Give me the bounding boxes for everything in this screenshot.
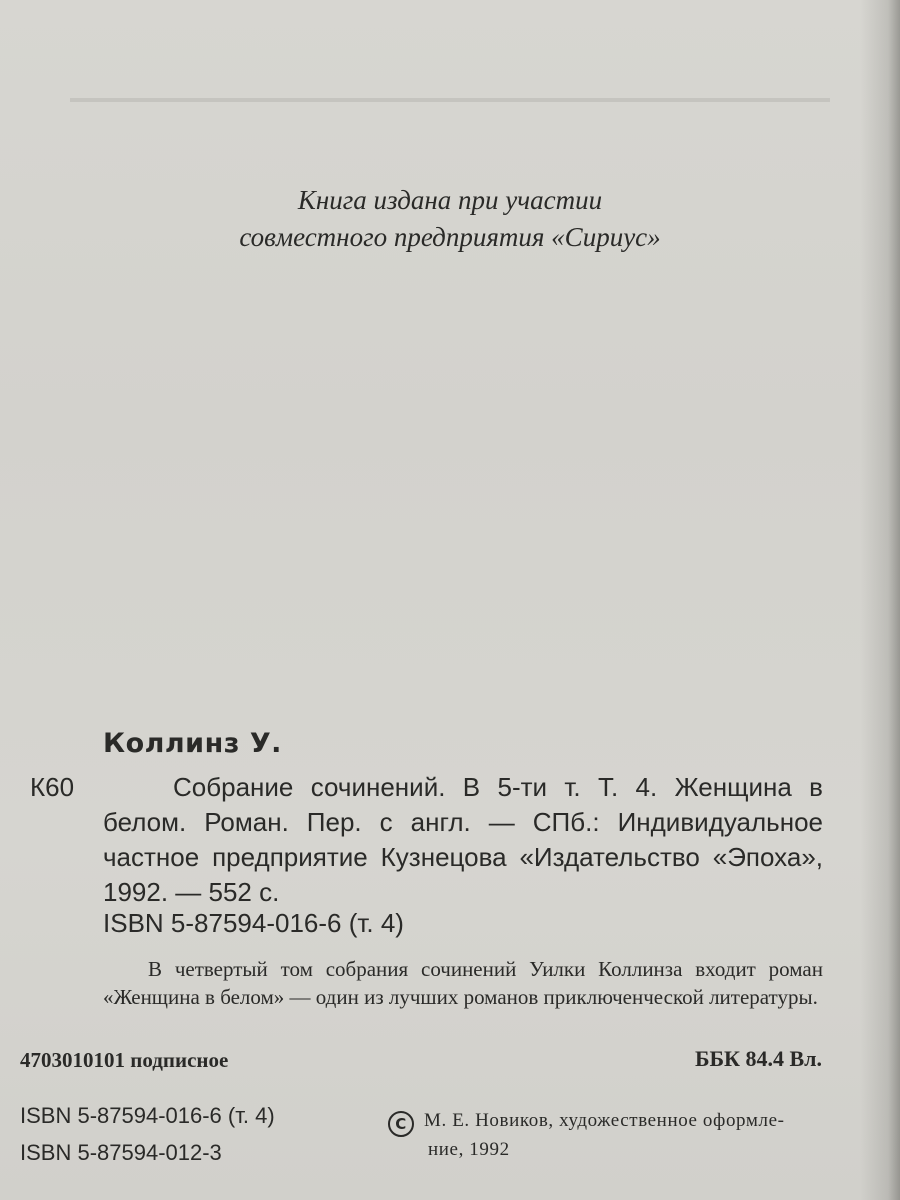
- catalog-code: К60: [30, 772, 75, 802]
- copyright-icon: [388, 1111, 414, 1137]
- copyright-notice: [388, 1108, 868, 1162]
- annotation: В четвертый том собрания сочинений Уилки Коллинза входит роман «Женщина в белом» — один из лучших романов приключенческой литературы.: [103, 957, 823, 1009]
- bbk-classification: ББК 84.4 Вл.: [694, 1046, 822, 1071]
- notice-line-2: совместного предприятия «Сириус»: [239, 222, 661, 252]
- isbn-set: ISBN 5-87594-012-3: [20, 1140, 222, 1165]
- isbn-volume-main: ISBN 5-87594-016-6 (т. 4): [103, 908, 404, 938]
- bleedthrough-rule: [70, 98, 830, 102]
- author-heading: Коллинз У.: [103, 728, 282, 759]
- notice-line-1: Книга издана при участии: [297, 185, 603, 215]
- isbn-volume: ISBN 5-87594-016-6 (т. 4): [20, 1103, 275, 1128]
- publisher-notice: [0, 182, 900, 256]
- bibliographic-description: Собрание сочинений. В 5-ти т. Т. 4. Женщина в белом. Роман. Пер. с англ. — СПб.: Индивидуальное частное предприятие Кузнецова «Издательство «Эпоха», 1992. — 552 с.: [103, 772, 823, 907]
- copyright-line-1: М. Е. Новиков, художественное оформле-: [424, 1110, 785, 1131]
- binding-shadow: [860, 0, 900, 1200]
- subscription-index: 4703010101 подписное: [20, 1048, 229, 1072]
- copyright-line-2: ние, 1992: [428, 1139, 510, 1160]
